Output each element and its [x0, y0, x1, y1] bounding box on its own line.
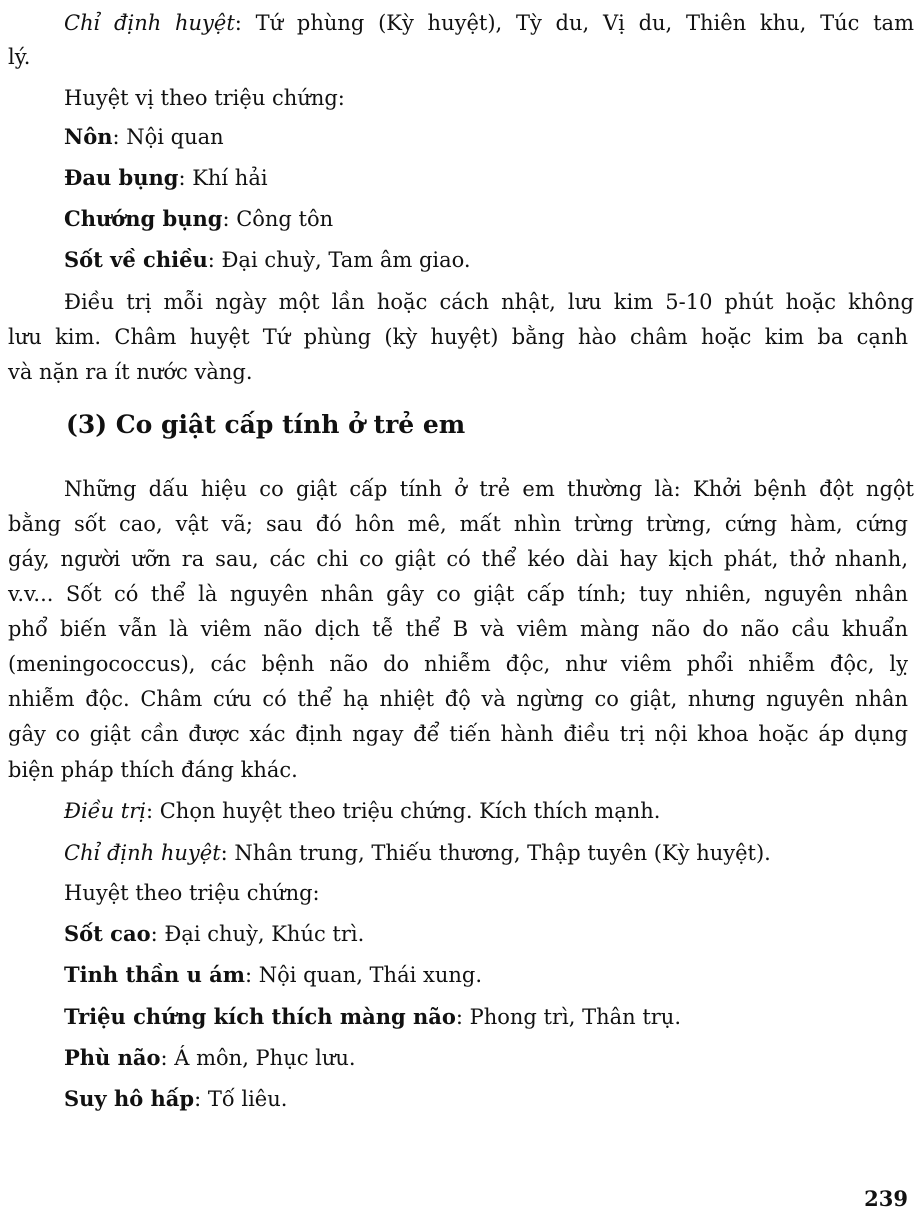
text-line: gáy, người ưỡn ra sau, các chi co giật có thể kéo dài hay kịch phát, thở nhanh, [8, 547, 908, 571]
symptom-item [0, 206, 914, 232]
symptom-item [0, 921, 914, 947]
inline-label: Chỉ định huyệt [64, 841, 221, 865]
text-line [0, 10, 914, 36]
item-label: Chướng bụng [64, 206, 223, 231]
symptom-item [0, 247, 914, 273]
item-text: : Khí hải [178, 166, 268, 190]
text-line: v.v... Sốt có thể là nguyên nhân gây co giật cấp tính; tuy nhiên, nguyên nhân [8, 582, 908, 606]
symptom-item [0, 1045, 914, 1071]
text-line: (meningococcus), các bệnh não do nhiễm độc, như viêm phổi nhiễm độc, lỵ [8, 652, 908, 676]
item-label: Triệu chứng kích thích màng não [64, 1004, 456, 1029]
text-line: Những dấu hiệu co giật cấp tính ở trẻ em thường là: Khởi bệnh đột ngột [64, 477, 914, 501]
item-text: : Công tôn [222, 207, 334, 231]
item-label: Đau bụng [64, 165, 179, 190]
page-number: 239 [864, 1186, 908, 1211]
inline-text: : Tứ phùng (Kỳ huyệt), Tỳ du, Vị du, Thiên khu, Túc tam [234, 11, 914, 35]
symptom-item [0, 124, 914, 150]
treatment-line [0, 798, 914, 824]
section-heading: (3) Co giật cấp tính ở trẻ em [66, 410, 466, 439]
inline-text: : Chọn huyệt theo triệu chứng. Kích thích mạnh. [145, 799, 661, 823]
item-label: Sốt cao [64, 921, 151, 946]
text-line: và nặn ra ít nước vàng. [8, 360, 253, 384]
inline-label: Chỉ định huyệt [64, 11, 235, 35]
item-label: Tinh thần u ám [64, 962, 246, 987]
text-line: lý. [8, 45, 31, 69]
text-line: Huyệt theo triệu chứng: [64, 881, 320, 905]
inline-label: Điều trị [64, 799, 146, 823]
item-label: Sốt về chiều [64, 247, 208, 272]
text-line: bằng sốt cao, vật vã; sau đó hôn mê, mất nhìn trừng trừng, cứng hàm, cứng [8, 512, 908, 536]
symptom-item [0, 1004, 914, 1030]
item-label: Phù não [64, 1045, 161, 1070]
item-text: : Đại chuỳ, Khúc trì. [150, 922, 365, 946]
item-text: : Nội quan, Thái xung. [245, 963, 482, 987]
points-line [0, 840, 914, 866]
text-line: Huyệt vị theo triệu chứng: [64, 86, 345, 110]
item-text: : Nội quan [112, 125, 224, 149]
symptom-item [0, 165, 914, 191]
symptom-item [0, 1086, 914, 1112]
text-line: gây co giật cần được xác định ngay để tiến hành điều trị nội khoa hoặc áp dụng [8, 722, 908, 746]
item-text: : Phong trì, Thân trụ. [455, 1005, 682, 1029]
item-label: Nôn [64, 124, 113, 149]
text-line: nhiễm độc. Châm cứu có thể hạ nhiệt độ và ngừng co giật, nhưng nguyên nhân [8, 687, 908, 711]
text-line: phổ biến vẫn là viêm não dịch tễ thể B và viêm màng não do não cầu khuẩn [8, 617, 908, 641]
text-line: biện pháp thích đáng khác. [8, 758, 298, 782]
symptom-item [0, 962, 914, 988]
item-text: : Tố liêu. [194, 1087, 288, 1111]
text-line: lưu kim. Châm huyệt Tứ phùng (kỳ huyệt) bằng hào châm hoặc kim ba cạnh [8, 325, 908, 349]
text-line: Điều trị mỗi ngày một lần hoặc cách nhật, lưu kim 5-10 phút hoặc không [64, 290, 914, 314]
item-text: : Đại chuỳ, Tam âm giao. [207, 248, 471, 272]
item-label: Suy hô hấp [64, 1086, 195, 1111]
item-text: : Á môn, Phục lưu. [160, 1046, 356, 1070]
inline-text: : Nhân trung, Thiếu thương, Thập tuyên (Kỳ huyệt). [220, 841, 771, 865]
